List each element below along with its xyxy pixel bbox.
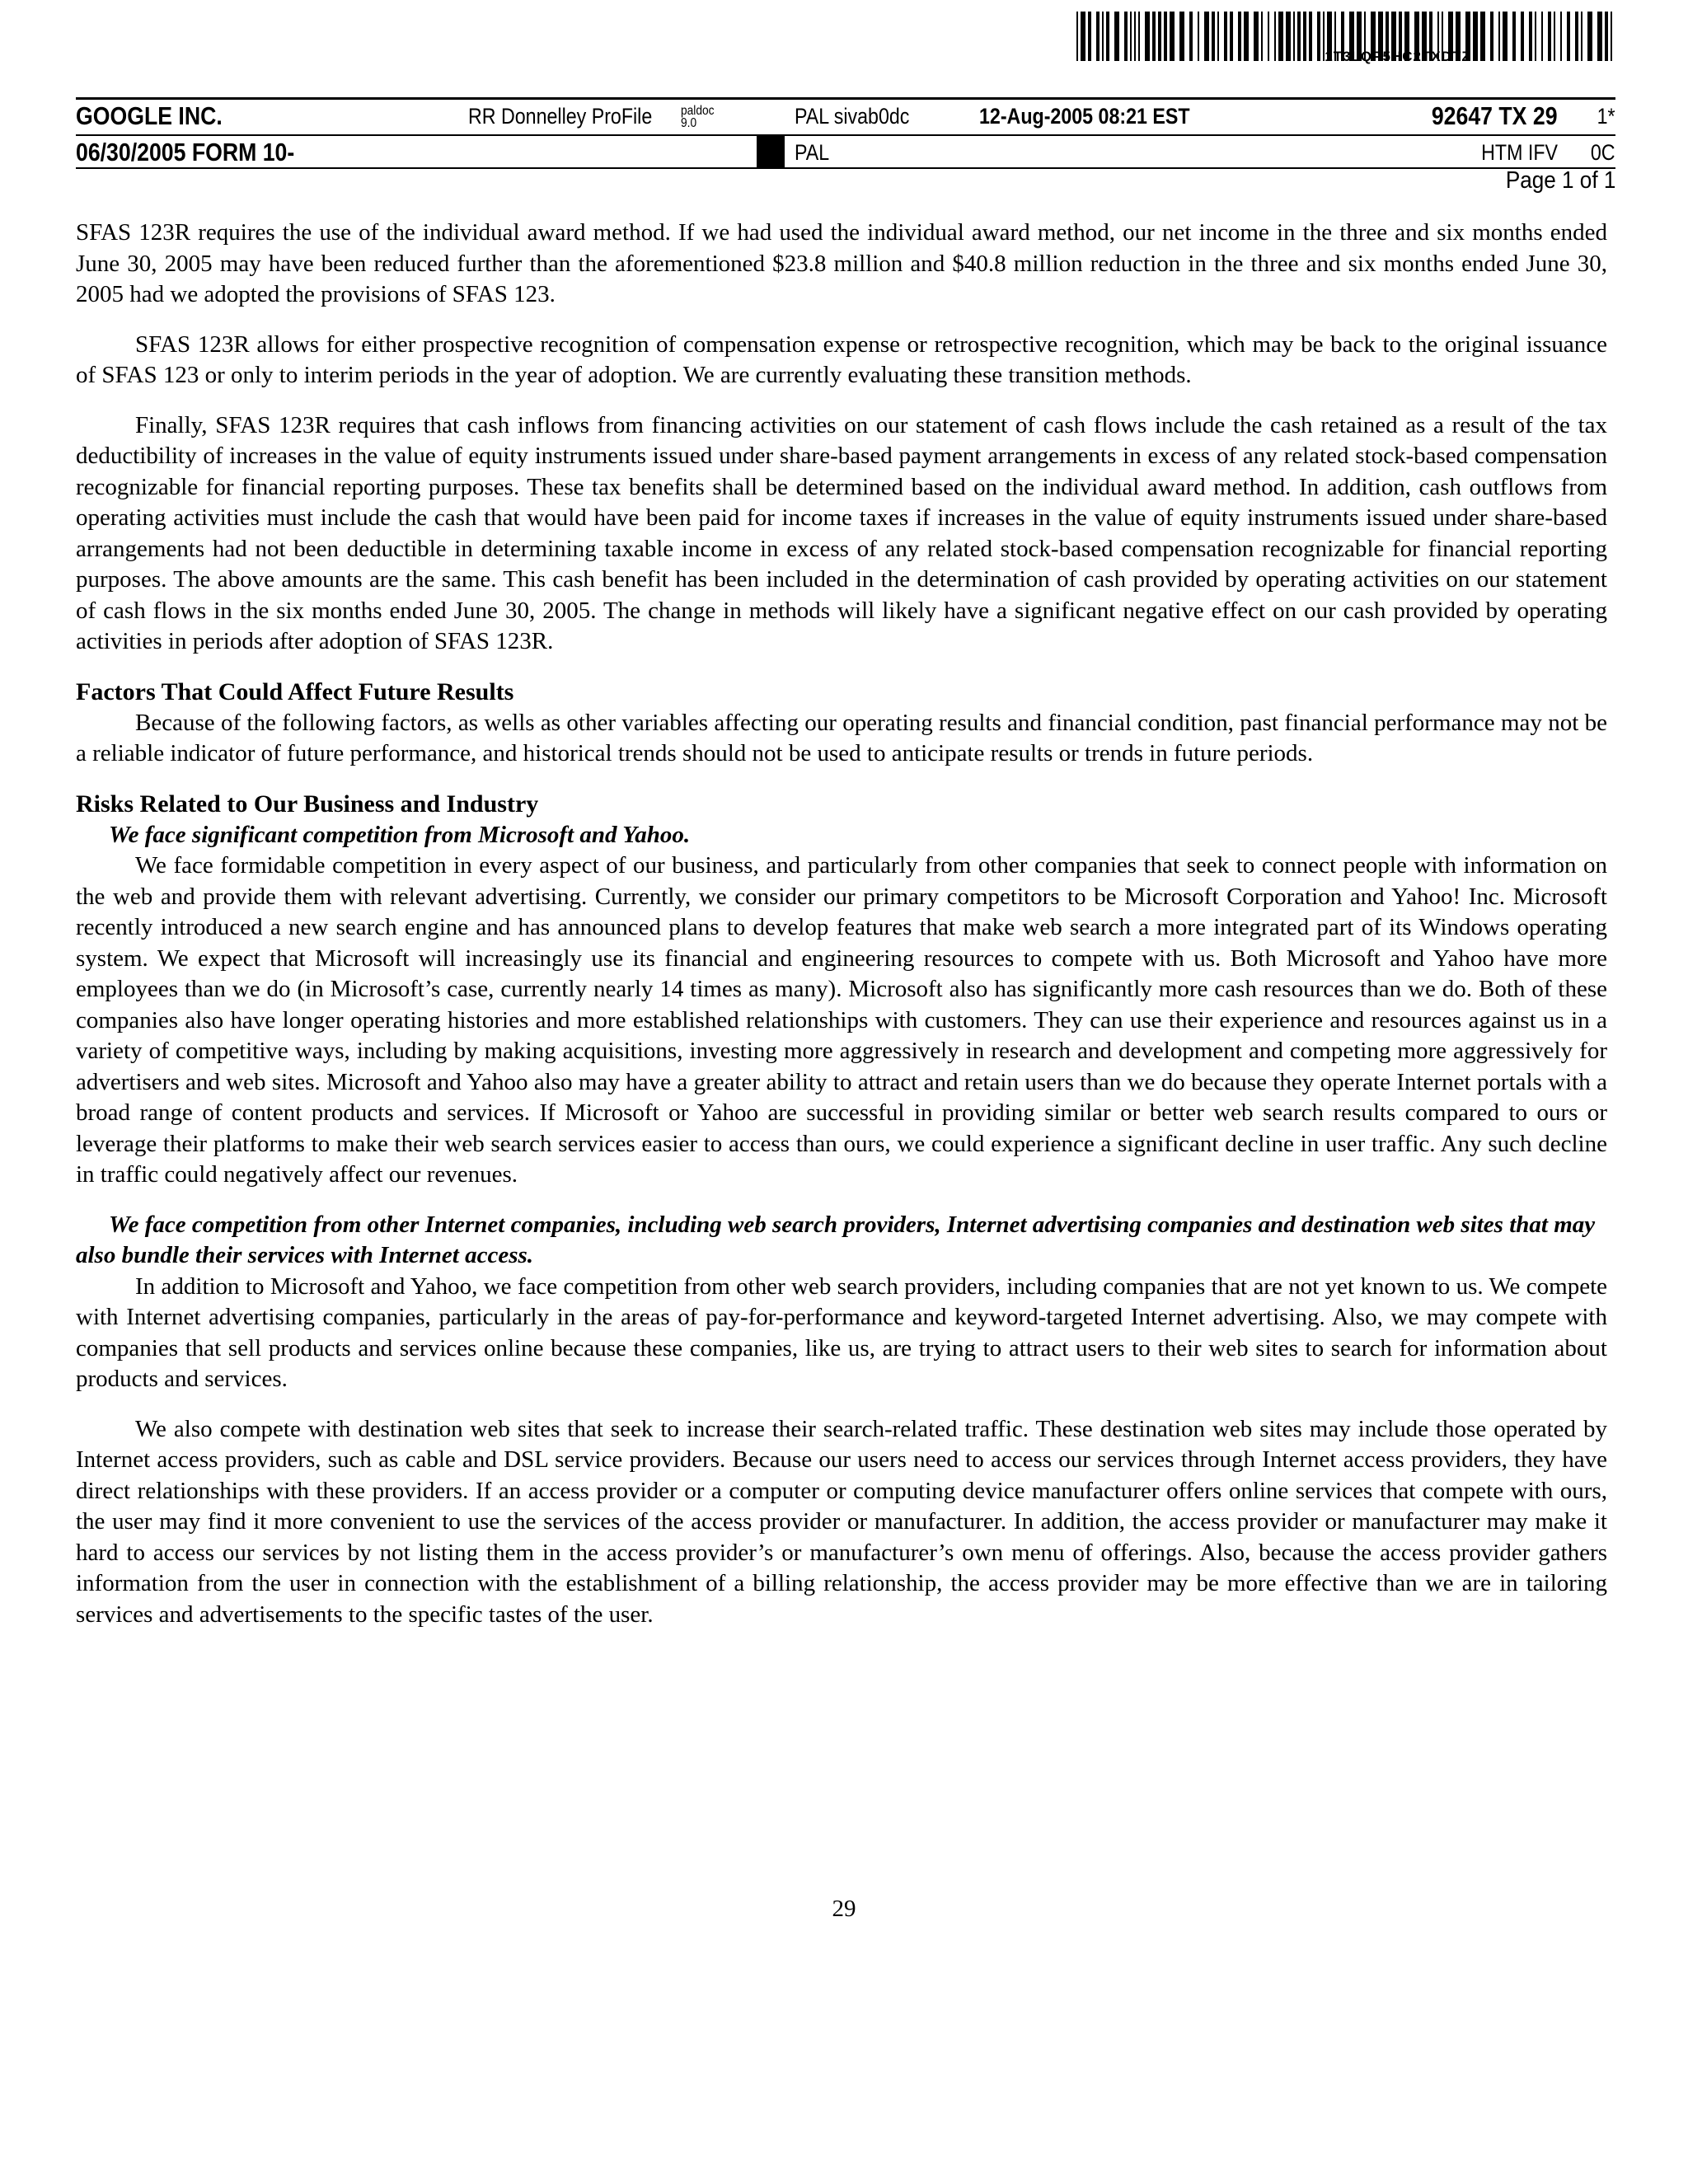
heading-future-results: Factors That Could Affect Future Results <box>76 677 514 705</box>
filing-header-row-2 <box>76 134 1615 169</box>
barcode-code: 1T3LQP5HC2TXDTZ <box>1325 49 1471 64</box>
subheading-other-internet-companies: We face competition from other Internet companies, including web search providers, Internet advertising companies and destination web sites that may also bundle their services with Internet access. <box>76 1211 1596 1268</box>
barcode-bar <box>1114 12 1119 61</box>
software-version <box>681 105 715 129</box>
paragraph-competition-microsoft-yahoo: We face formidable competition in every aspect of our business, and particularly from other companies that seek to connect people with information on the web and provide them with relevant advertising. Currently, we consider our primary competitors to be Microsoft Corporation and Yahoo! Inc. Microsoft recently introduced a new search engine and has announced plans to develop features that make web search a more integrated part of its Windows operating system. We expect that Microsoft will increasingly use its financial and engineering resources to compete with us. Both Microsoft and Yahoo have more employees than we do (in Microsoft’s case, currently nearly 14 times as many). Microsoft also has significantly more cash resources than we do. Both of these companies also have longer operating histories and more established relationships with customers. They can use their experience and resources against us in a variety of competitive ways, including by making acquisitions, investing more aggressively in research and development and competing more aggressively for advertisers and web sites. Microsoft and Yahoo also may have a greater ability to attract and retain users than we do because they operate Internet portals with a broad range of content products and services. If Microsoft or Yahoo are successful in providing similar or better web search results compared to ours or leverage their platforms to make their web search services easier to access than ours, we could experience a significant decline in user traffic. Any such decline in traffic could negatively affect our revenues. <box>76 852 1607 1188</box>
barcode-bar <box>1130 12 1132 61</box>
barcode-bar <box>1145 12 1150 61</box>
barcode-bar <box>1597 12 1602 61</box>
barcode-bar <box>1560 12 1562 61</box>
barcode-bar <box>1204 12 1209 61</box>
service-name: RR Donnelley ProFile <box>468 104 653 129</box>
barcode-bar <box>1152 12 1156 61</box>
timestamp: 12-Aug-2005 08:21 EST <box>979 104 1190 129</box>
barcode-bar <box>1548 12 1551 61</box>
company-name: GOOGLE INC. <box>76 101 223 130</box>
job-number: 92647 TX 29 <box>1432 101 1558 130</box>
barcode-bar <box>1268 12 1269 61</box>
paragraph-factors: Because of the following factors, as wells as other variables affecting our operating results and financial condition, past financial performance may not be a reliable indicator of future performance, and historical trends should not be used to anticipate results or trends in future periods. <box>76 709 1607 766</box>
barcode-bar <box>1238 12 1241 61</box>
revision-marker: 1* <box>1597 104 1615 129</box>
paragraph-destination-sites: We also compete with destination web sites that seek to increase their search-related traffic. These destination web sites may include those operated by Internet access providers, such as cable and DSL service providers. Because our users need to access our services through Internet access providers, they have direct relationships with these providers. If an access provider or a computer or computing device manufacturer offers online services that compete with ours, the user may find it more convenient to use the services of the access provider or manufacturer. In addition, the access provider or manufacturer may make it hard to access our services by not listing them in the access provider’s or manufacturer’s own menu of offerings. Also, because the access provider gathers information from the user in connection with the establishment of a billing relationship, the access provider may be more effective than we are in tailoring services and advertisements to the specific tastes of the user. <box>76 1415 1607 1628</box>
barcode-bar <box>1278 12 1283 61</box>
barcode-bar <box>1244 12 1249 61</box>
office-code: PAL <box>795 140 830 165</box>
barcode-bar <box>1581 12 1582 61</box>
black-marker <box>757 136 785 167</box>
barcode-bar <box>1605 12 1608 61</box>
paragraph-individual-award: SFAS 123R requires the use of the individual award method. If we had used the individual award method, our net income in the three and six months ended June 30, 2005 may have been reduced further than the aforementioned $23.8 million and $40.8 million reduction in the three and six months ended June 30, 2005 had we adopted the provisions of SFAS 123. <box>76 219 1607 307</box>
filing-date-form: 06/30/2005 FORM 10- <box>76 138 295 166</box>
barcode-bar <box>1076 12 1078 61</box>
barcode-bar <box>1575 12 1578 61</box>
barcode-bar <box>1521 12 1524 61</box>
barcode <box>1076 12 1615 82</box>
barcode-bar <box>1102 12 1104 61</box>
page-of-indicator: Page 1 of 1 <box>1505 167 1615 194</box>
barcode-bar <box>1096 12 1100 61</box>
barcode-bar <box>1541 12 1543 61</box>
barcode-bar <box>1212 12 1215 61</box>
barcode-bar <box>1554 12 1555 61</box>
heading-business-risks: Risks Related to Our Business and Industry <box>76 790 539 818</box>
barcode-bar <box>1587 12 1592 61</box>
paragraph-other-competitors: In addition to Microsoft and Yahoo, we face competition from other web search providers, including companies that are not yet known to us. We compete with Internet advertising companies, particularly in the areas of pay-for-performance and keyword-targeted Internet advertising. Also, we may compete with companies that sell products and services online because these companies, like us, are trying to attract users to their web sites to search for information about products and services. <box>76 1272 1607 1392</box>
barcode-bar <box>1230 12 1233 61</box>
barcode-bar <box>1138 12 1140 61</box>
barcode-bar <box>1088 12 1091 61</box>
barcode-bar <box>1217 12 1219 61</box>
color-code: 0C <box>1591 140 1615 165</box>
document-body <box>76 218 1607 1630</box>
barcode-bar <box>1081 12 1085 61</box>
barcode-bar <box>1512 12 1516 61</box>
barcode-bar <box>1189 12 1193 61</box>
location-operator: PAL sivab0dc <box>795 104 910 129</box>
barcode-bar <box>1567 12 1570 61</box>
barcode-bar <box>1529 12 1532 61</box>
barcode-bar <box>1170 12 1175 61</box>
barcode-bar <box>1611 12 1612 61</box>
page-number: 29 <box>832 1896 856 1922</box>
software-number: 9.0 <box>681 116 697 130</box>
barcode-bar <box>1198 12 1199 61</box>
barcode-bar <box>1106 12 1109 61</box>
paragraph-transition-methods: SFAS 123R allows for either prospective recognition of compensation expense or retrospective recognition, which may be back to the original issuance of SFAS 123 or only to interim periods in the year of adoption. We are currently evaluating these transition methods. <box>76 330 1607 388</box>
software-name: paldoc <box>681 104 715 118</box>
barcode-bar <box>1134 12 1136 61</box>
barcode-bar <box>1254 12 1259 61</box>
barcode-bar <box>1158 12 1161 61</box>
barcode-bar <box>1535 12 1536 61</box>
filing-header-row-1 <box>76 97 1615 134</box>
barcode-bar <box>1274 12 1276 61</box>
barcode-bar <box>1179 12 1184 61</box>
barcode-bar <box>1164 12 1167 61</box>
barcode-bar <box>1124 12 1128 61</box>
barcode-bar <box>1261 12 1263 61</box>
format-code: HTM IFV <box>1481 140 1558 165</box>
paragraph-cash-flows: Finally, SFAS 123R requires that cash inflows from financing activities on our statement of cash flows include the cash retained as a result of the tax deductibility of increases in the value of equity instruments issued under share-based payment arrangements in excess of any related stock-based compensation recognizable for financial reporting purposes. These tax benefits shall be determined based on the individual award method. In addition, cash outflows from operating activities must include the cash that would have been paid for income taxes if increases in the value of equity instruments issued under share-based arrangements had not been deductible in determining taxable income in excess of any related stock-based compensation recognizable for financial reporting purposes. The above amounts are the same. This cash benefit has been included in the determination of cash provided by operating activities on our statement of cash flows in the six months ended June 30, 2005. The change in methods will likely have a significant negative effect on our cash provided by operating activities in periods after adoption of SFAS 123R. <box>76 411 1607 654</box>
subheading-microsoft-yahoo: We face significant competition from Microsoft and Yahoo. <box>109 821 691 848</box>
barcode-bar <box>1224 12 1227 61</box>
